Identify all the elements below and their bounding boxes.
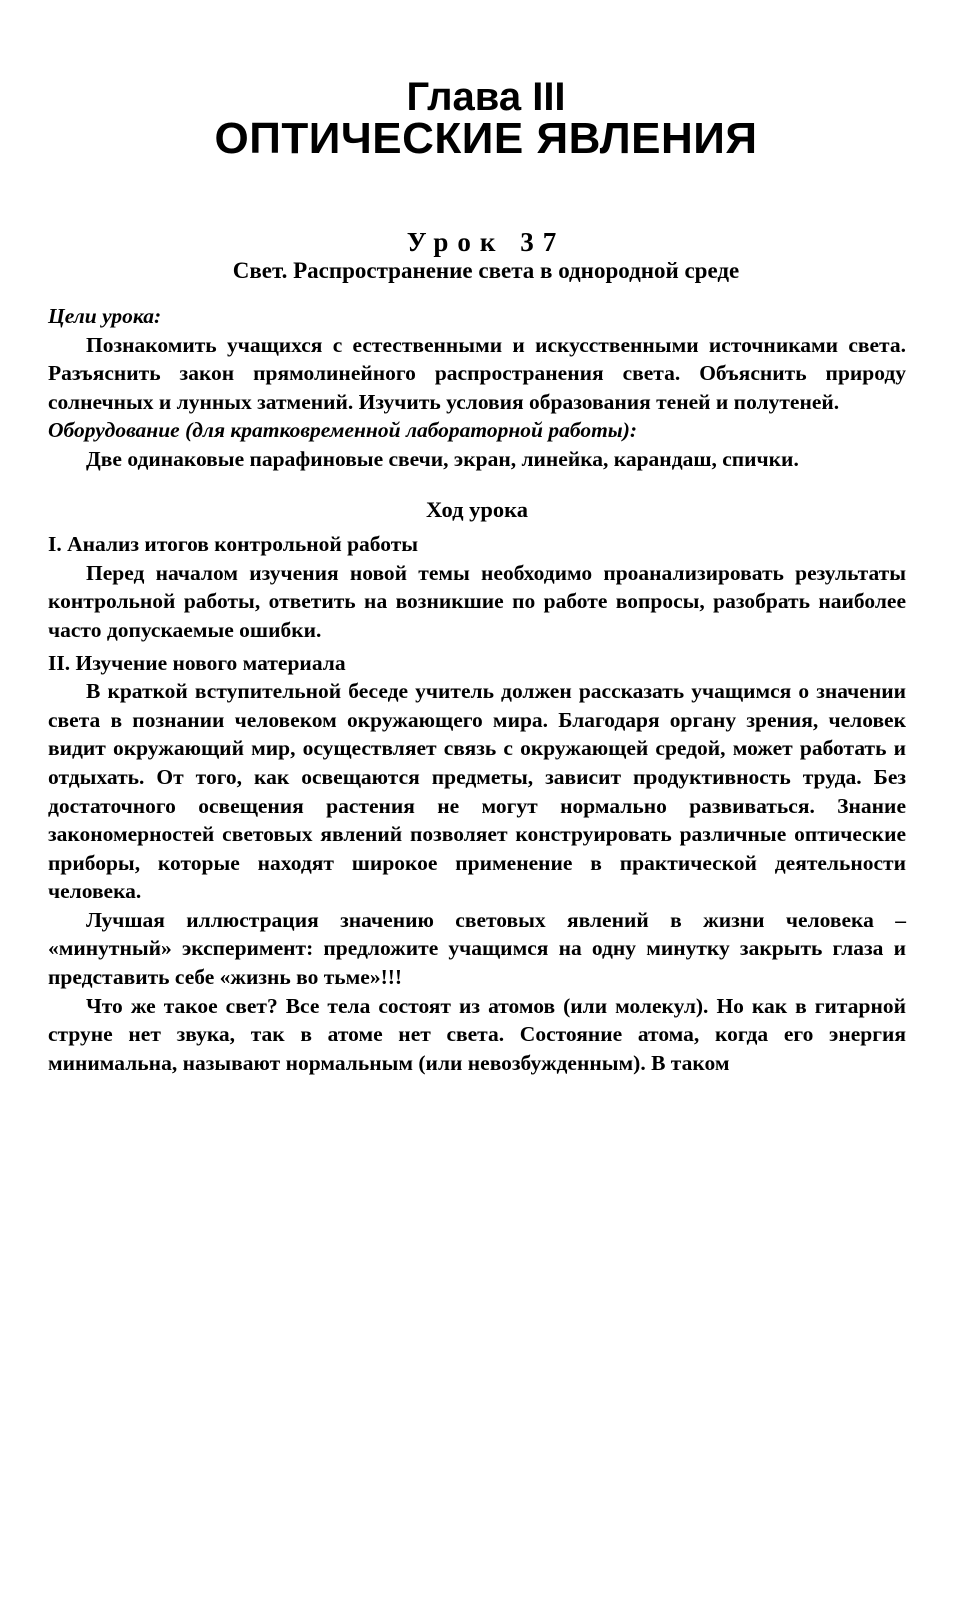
lesson-number: Урок 37 [406, 227, 566, 257]
section-heading-1: I. Анализ итогов контрольной работы [48, 532, 419, 557]
goals-text: Познакомить учащихся с естественными и искусственными источниками света. Разъяснить закон прямолинейного распространения света. Объяснить природу солнечных и лунных затмений. Изучить условия образования теней и полутеней. [48, 332, 906, 414]
section-1-paragraph: Перед началом изучения новой темы необходимо проанализировать результаты контрольной работы, ответить на возникшие по работе вопросы, разобрать наиболее часто допускаемые ошибки. [48, 560, 906, 642]
chapter-number: Глава III [406, 75, 566, 119]
section-2-paragraph-2: Лучшая иллюстрация значению световых явлений в жизни человека – «минутный» эксперимент: предложите учащимся на одну минутку закрыть глаза и представить себе «жизнь во тьме»!!! [48, 907, 906, 990]
course-heading: Ход урока [425, 496, 529, 522]
lesson-body [48, 302, 906, 1077]
chapter-title: ОПТИЧЕСКИЕ ЯВЛЕНИЯ [214, 114, 758, 163]
section-2-paragraph-3: Что же такое свет? Все тела состоят из атомов (или молекул). Но как в гитарной струне нет звука, так в атоме нет света. Состояние атома, когда его энергия минимальна, называют нормальным (или невозбужденным). В таком [48, 993, 906, 1075]
equipment-label: Оборудование (для кратковременной лабораторной работы): [48, 418, 638, 443]
lesson-title: Свет. Распространение света в однородной среде [232, 258, 740, 283]
goals-label: Цели урока: [48, 304, 162, 328]
section-2-paragraph-1: В краткой вступительной беседе учитель должен рассказать учащимся о значении света в познании человеком окружающего мира. Благодаря органу зрения, человек видит окружающий мир, осуществляет связь с окружающей средой, может работать и отдыхать. От того, как освещаются предметы, зависит продуктивность труда. Без достаточного освещения растения не могут нормально развиваться. Знание закономерностей световых явлений позволяет конструировать различные оптические приборы, которые находят широкое применение в практической деятельности человека. [48, 679, 906, 904]
equipment-text: Две одинаковые парафиновые свечи, экран, линейка, карандаш, спички. [86, 446, 799, 471]
section-heading-2: II. Изучение нового материала [48, 650, 346, 675]
